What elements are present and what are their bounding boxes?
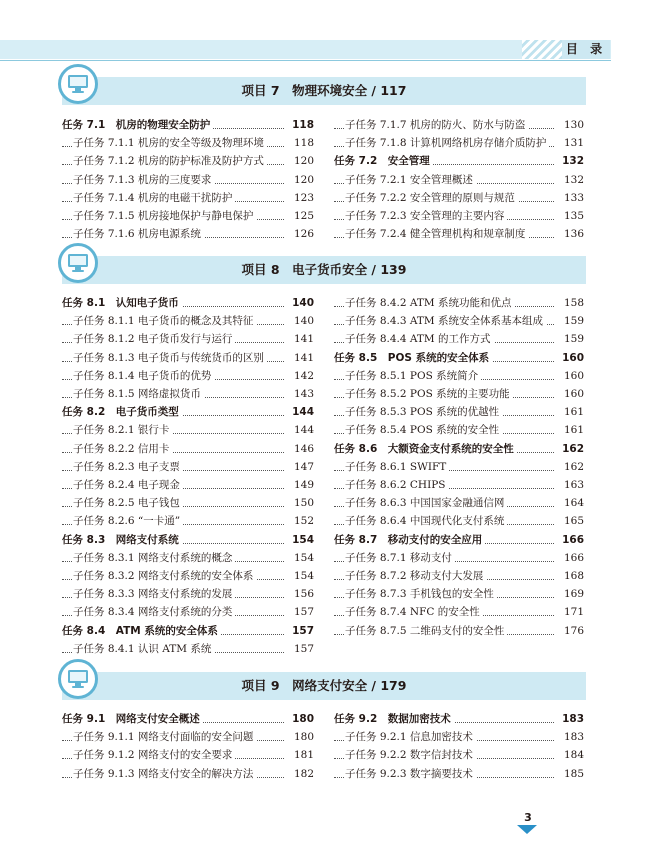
toc-entry-label: 子任务 8.3.1 网络支付系统的概念 bbox=[73, 552, 235, 564]
toc-subtask-entry[interactable] bbox=[62, 728, 314, 746]
toc-entry-page: 118 bbox=[291, 134, 314, 152]
toc-entry-page: 154 bbox=[291, 567, 314, 585]
toc-entry-page: 159 bbox=[561, 330, 584, 348]
toc-entry-label: 子任务 8.4.1 认识 ATM 系统 bbox=[73, 643, 214, 655]
toc-subtask-entry[interactable] bbox=[62, 385, 314, 403]
toc-entry-label: 子任务 8.1.3 电子货币与传统货币的区别 bbox=[73, 352, 267, 364]
toc-entry-page: 171 bbox=[561, 603, 584, 621]
toc-entry-page: 141 bbox=[291, 349, 314, 367]
toc-subtask-entry[interactable] bbox=[62, 134, 314, 152]
toc-subtask-entry[interactable] bbox=[62, 585, 314, 603]
toc-subtask-entry[interactable] bbox=[334, 494, 584, 512]
toc-entry-label: 子任务 9.1.3 网络支付安全的解决方法 bbox=[73, 768, 256, 780]
toc-entry-label: 子任务 8.5.2 POS 系统的主要功能 bbox=[345, 388, 513, 400]
toc-entry-label: 子任务 8.4.4 ATM 的工作方式 bbox=[345, 333, 494, 345]
toc-entry-label: 子任务 8.7.2 移动支付大发展 bbox=[345, 570, 486, 582]
toc-entry-page: 132 bbox=[561, 171, 584, 189]
toc-entry-label: 任务 8.6 大额资金支付系统的安全性 bbox=[334, 443, 517, 455]
toc-entry-page: 131 bbox=[561, 134, 584, 152]
toc-entry-label: 子任务 8.1.4 电子货币的优势 bbox=[73, 370, 214, 382]
toc-entry-label: 子任务 7.1.5 机房接地保护与静电保护 bbox=[73, 210, 256, 222]
toc-entry-label: 子任务 8.2.4 电子现金 bbox=[73, 479, 183, 491]
toc-entry-label: 子任务 8.1.5 网络虚拟货币 bbox=[73, 388, 204, 400]
toc-subtask-entry[interactable] bbox=[334, 567, 584, 585]
toc-entry-label: 子任务 8.6.2 CHIPS bbox=[345, 479, 449, 491]
toc-subtask-entry[interactable] bbox=[62, 330, 314, 348]
toc-subtask-entry[interactable] bbox=[334, 385, 584, 403]
toc-entry-label: 任务 8.3 网络支付系统 bbox=[62, 534, 182, 546]
toc-subtask-entry[interactable] bbox=[334, 134, 584, 152]
toc-entry-label: 子任务 7.2.4 健全管理机构和规章制度 bbox=[345, 228, 528, 240]
toc-entry-page: 161 bbox=[561, 403, 584, 421]
toc-entry-label: 子任务 7.1.1 机房的安全等级及物理环境 bbox=[73, 137, 267, 149]
toc-entry-page: 157 bbox=[289, 622, 314, 640]
toc-entry-label: 任务 8.5 POS 系统的安全体系 bbox=[334, 352, 492, 364]
toc-entry-label: 任务 9.1 网络支付安全概述 bbox=[62, 713, 203, 725]
toc-entry-page: 164 bbox=[561, 494, 584, 512]
toc-subtask-entry[interactable] bbox=[334, 512, 584, 530]
toc-subtask-entry[interactable] bbox=[62, 189, 314, 207]
toc-entry-label: 子任务 9.2.2 数字信封技术 bbox=[345, 749, 476, 761]
toc-entry-page: 168 bbox=[561, 567, 584, 585]
project-title: 项目 9 网络支付安全 / 179 bbox=[241, 678, 407, 693]
toc-task-entry[interactable] bbox=[62, 294, 314, 312]
toc-entry-label: 子任务 8.4.3 ATM 系统安全体系基本组成 bbox=[345, 315, 546, 327]
toc-entry-page: 157 bbox=[291, 603, 314, 621]
toc-entry-label: 子任务 8.4.2 ATM 系统功能和优点 bbox=[345, 297, 515, 309]
toc-entry-page: 169 bbox=[561, 585, 584, 603]
toc-entry-label: 子任务 7.1.6 机房电源系统 bbox=[73, 228, 204, 240]
toc-subtask-entry[interactable] bbox=[62, 367, 314, 385]
toc-task-entry[interactable] bbox=[62, 531, 314, 549]
toc-entry-label: 任务 7.2 安全管理 bbox=[334, 155, 433, 167]
toc-entry-page: 181 bbox=[291, 746, 314, 764]
toc-subtask-entry[interactable] bbox=[62, 458, 314, 476]
toc-entry-label: 子任务 7.1.2 机房的防护标准及防护方式 bbox=[73, 155, 267, 167]
project-title: 项目 8 电子货币安全 / 139 bbox=[241, 262, 407, 277]
toc-entry-page: 162 bbox=[559, 440, 584, 458]
toc-entry-page: 140 bbox=[289, 294, 314, 312]
toc-entry-page: 183 bbox=[559, 710, 584, 728]
toc-subtask-entry[interactable] bbox=[334, 746, 584, 764]
toc-task-entry[interactable] bbox=[62, 116, 314, 134]
toc-entry-page: 152 bbox=[291, 512, 314, 530]
toc-entry-page: 123 bbox=[291, 189, 314, 207]
toc-subtask-entry[interactable] bbox=[62, 421, 314, 439]
toc-entry-page: 130 bbox=[561, 116, 584, 134]
toc-entry-page: 180 bbox=[289, 710, 314, 728]
toc-entry-page: 160 bbox=[559, 349, 584, 367]
toc-entry-page: 120 bbox=[291, 152, 314, 170]
toc-subtask-entry[interactable] bbox=[334, 116, 584, 134]
toc-subtask-entry[interactable] bbox=[334, 476, 584, 494]
toc-subtask-entry[interactable] bbox=[334, 312, 584, 330]
toc-entry-label: 子任务 8.5.3 POS 系统的优越性 bbox=[345, 406, 502, 418]
toc-subtask-entry[interactable] bbox=[334, 294, 584, 312]
toc-entry-label: 任务 8.4 ATM 系统的安全体系 bbox=[62, 625, 221, 637]
toc-entry-label: 子任务 8.1.1 电子货币的概念及其特征 bbox=[73, 315, 256, 327]
toc-subtask-entry[interactable] bbox=[62, 746, 314, 764]
toc-entry-label: 子任务 8.2.5 电子钱包 bbox=[73, 497, 183, 509]
toc-entry-page: 140 bbox=[291, 312, 314, 330]
toc-subtask-entry[interactable] bbox=[62, 171, 314, 189]
toc-entry-page: 182 bbox=[291, 765, 314, 783]
toc-entry-page: 157 bbox=[291, 640, 314, 658]
toc-entry-page: 147 bbox=[291, 458, 314, 476]
toc-subtask-entry[interactable] bbox=[62, 349, 314, 367]
toc-entry-page: 120 bbox=[291, 171, 314, 189]
toc-entry-label: 子任务 7.2.1 安全管理概述 bbox=[345, 174, 476, 186]
page-header-title: 目 录 bbox=[562, 40, 610, 59]
toc-entry-label: 子任务 8.7.1 移动支付 bbox=[345, 552, 455, 564]
project-title: 项目 7 物理环境安全 / 117 bbox=[241, 83, 407, 98]
toc-entry-label: 任务 7.1 机房的物理安全防护 bbox=[62, 119, 213, 131]
toc-entry-label: 任务 8.1 认知电子货币 bbox=[62, 297, 182, 309]
toc-subtask-entry[interactable] bbox=[62, 207, 314, 225]
toc-entry-page: 161 bbox=[561, 421, 584, 439]
toc-entry-page: 146 bbox=[291, 440, 314, 458]
toc-entry-page: 144 bbox=[289, 403, 314, 421]
toc-entry-page: 135 bbox=[561, 207, 584, 225]
toc-entry-label: 子任务 9.1.2 网络支付的安全要求 bbox=[73, 749, 235, 761]
toc-entry-label: 子任务 9.1.1 网络支付面临的安全问题 bbox=[73, 731, 256, 743]
toc-entry-label: 子任务 9.2.3 数字摘要技术 bbox=[345, 768, 476, 780]
toc-entry-label: 子任务 7.1.3 机房的三度要求 bbox=[73, 174, 214, 186]
toc-entry-page: 143 bbox=[291, 385, 314, 403]
toc-entry-page: 163 bbox=[561, 476, 584, 494]
toc-entry-label: 子任务 7.2.3 安全管理的主要内容 bbox=[345, 210, 507, 222]
toc-subtask-entry[interactable] bbox=[334, 603, 584, 621]
toc-subtask-entry[interactable] bbox=[334, 728, 584, 746]
toc-subtask-entry[interactable] bbox=[62, 567, 314, 585]
toc-entry-label: 任务 8.7 移动支付的安全应用 bbox=[334, 534, 485, 546]
toc-subtask-entry[interactable] bbox=[62, 765, 314, 783]
toc-subtask-entry[interactable] bbox=[334, 458, 584, 476]
toc-subtask-entry[interactable] bbox=[334, 330, 584, 348]
toc-task-entry[interactable] bbox=[334, 349, 584, 367]
toc-subtask-entry[interactable] bbox=[334, 207, 584, 225]
toc-entry-label: 子任务 7.1.8 计算机网络机房存储介质防护 bbox=[345, 137, 549, 149]
toc-entry-page: 142 bbox=[291, 367, 314, 385]
toc-subtask-entry[interactable] bbox=[62, 440, 314, 458]
toc-entry-page: 159 bbox=[561, 312, 584, 330]
toc-entry-page: 160 bbox=[561, 385, 584, 403]
toc-entry-page: 141 bbox=[291, 330, 314, 348]
toc-entry-page: 158 bbox=[561, 294, 584, 312]
toc-entry-label: 子任务 8.7.4 NFC 的安全性 bbox=[345, 606, 483, 618]
toc-entry-page: 166 bbox=[561, 549, 584, 567]
toc-entry-page: 160 bbox=[561, 367, 584, 385]
toc-task-entry[interactable] bbox=[334, 531, 584, 549]
toc-entry-page: 125 bbox=[291, 207, 314, 225]
toc-subtask-entry[interactable] bbox=[62, 476, 314, 494]
toc-subtask-entry[interactable] bbox=[334, 225, 584, 243]
toc-entry-label: 子任务 8.6.3 中国国家金融通信网 bbox=[345, 497, 507, 509]
toc-entry-label: 子任务 7.1.7 机房的防火、防水与防盗 bbox=[345, 119, 528, 131]
toc-entry-page: 165 bbox=[561, 512, 584, 530]
toc-subtask-entry[interactable] bbox=[62, 512, 314, 530]
toc-task-entry[interactable] bbox=[62, 622, 314, 640]
toc-entry-label: 子任务 8.2.3 电子支票 bbox=[73, 461, 183, 473]
toc-subtask-entry[interactable] bbox=[62, 640, 314, 658]
toc-entry-label: 子任务 8.2.6 “一卡通” bbox=[73, 515, 183, 527]
toc-entry-label: 子任务 8.6.4 中国现代化支付系统 bbox=[345, 515, 507, 527]
toc-subtask-entry[interactable] bbox=[334, 421, 584, 439]
toc-entry-label: 子任务 8.1.2 电子货币发行与运行 bbox=[73, 333, 235, 345]
toc-entry-page: 162 bbox=[561, 458, 584, 476]
toc-subtask-entry[interactable] bbox=[334, 367, 584, 385]
toc-entry-page: 185 bbox=[561, 765, 584, 783]
toc-entry-label: 子任务 8.5.4 POS 系统的安全性 bbox=[345, 424, 502, 436]
toc-entry-page: 176 bbox=[561, 622, 584, 640]
toc-subtask-entry[interactable] bbox=[62, 494, 314, 512]
toc-entry-label: 子任务 7.1.4 机房的电磁干扰防护 bbox=[73, 192, 235, 204]
toc-entry-label: 子任务 7.2.2 安全管理的原则与规范 bbox=[345, 192, 518, 204]
toc-entry-page: 118 bbox=[289, 116, 314, 134]
toc-subtask-entry[interactable] bbox=[62, 549, 314, 567]
toc-subtask-entry[interactable] bbox=[334, 585, 584, 603]
toc-subtask-entry[interactable] bbox=[334, 189, 584, 207]
toc-entry-page: 184 bbox=[561, 746, 584, 764]
toc-entry-page: 154 bbox=[291, 549, 314, 567]
toc-entry-label: 子任务 8.3.3 网络支付系统的发展 bbox=[73, 588, 235, 600]
toc-entry-page: 180 bbox=[291, 728, 314, 746]
toc-subtask-entry[interactable] bbox=[334, 622, 584, 640]
toc-entry-page: 126 bbox=[291, 225, 314, 243]
toc-entry-label: 子任务 8.3.4 网络支付系统的分类 bbox=[73, 606, 235, 618]
toc-subtask-entry[interactable] bbox=[62, 225, 314, 243]
toc-entry-page: 132 bbox=[559, 152, 584, 170]
toc-entry-page: 166 bbox=[559, 531, 584, 549]
toc-entry-label: 子任务 8.7.3 手机钱包的安全性 bbox=[345, 588, 497, 600]
page-number: 3 bbox=[524, 811, 532, 824]
toc-subtask-entry[interactable] bbox=[62, 603, 314, 621]
toc-entry-page: 154 bbox=[289, 531, 314, 549]
toc-entry-label: 子任务 8.6.1 SWIFT bbox=[345, 461, 449, 473]
toc-entry-page: 156 bbox=[291, 585, 314, 603]
toc-subtask-entry[interactable] bbox=[62, 312, 314, 330]
toc-entry-label: 任务 8.2 电子货币类型 bbox=[62, 406, 182, 418]
toc-task-entry[interactable] bbox=[334, 710, 584, 728]
toc-task-entry[interactable] bbox=[62, 710, 314, 728]
toc-entry-label: 任务 9.2 数据加密技术 bbox=[334, 713, 454, 725]
toc-subtask-entry[interactable] bbox=[334, 171, 584, 189]
header-divider bbox=[0, 60, 611, 61]
toc-entry-label: 子任务 8.2.2 信用卡 bbox=[73, 443, 172, 455]
toc-subtask-entry[interactable] bbox=[334, 549, 584, 567]
toc-entry-label: 子任务 8.3.2 网络支付系统的安全体系 bbox=[73, 570, 256, 582]
toc-entry-label: 子任务 9.2.1 信息加密技术 bbox=[345, 731, 476, 743]
toc-entry-page: 150 bbox=[291, 494, 314, 512]
toc-entry-page: 144 bbox=[291, 421, 314, 439]
toc-entry-page: 133 bbox=[561, 189, 584, 207]
toc-entry-page: 183 bbox=[561, 728, 584, 746]
toc-subtask-entry[interactable] bbox=[334, 403, 584, 421]
toc-task-entry[interactable] bbox=[62, 403, 314, 421]
toc-task-entry[interactable] bbox=[334, 152, 584, 170]
toc-task-entry[interactable] bbox=[334, 440, 584, 458]
toc-entry-label: 子任务 8.5.1 POS 系统简介 bbox=[345, 370, 481, 382]
page-marker-triangle-icon bbox=[517, 825, 537, 834]
toc-subtask-entry[interactable] bbox=[334, 765, 584, 783]
toc-entry-page: 149 bbox=[291, 476, 314, 494]
toc-entry-label: 子任务 8.2.1 银行卡 bbox=[73, 424, 172, 436]
header-band bbox=[0, 40, 611, 59]
toc-entry-label: 子任务 8.7.5 二维码支付的安全性 bbox=[345, 625, 507, 637]
toc-entry-page: 136 bbox=[561, 225, 584, 243]
toc-subtask-entry[interactable] bbox=[62, 152, 314, 170]
